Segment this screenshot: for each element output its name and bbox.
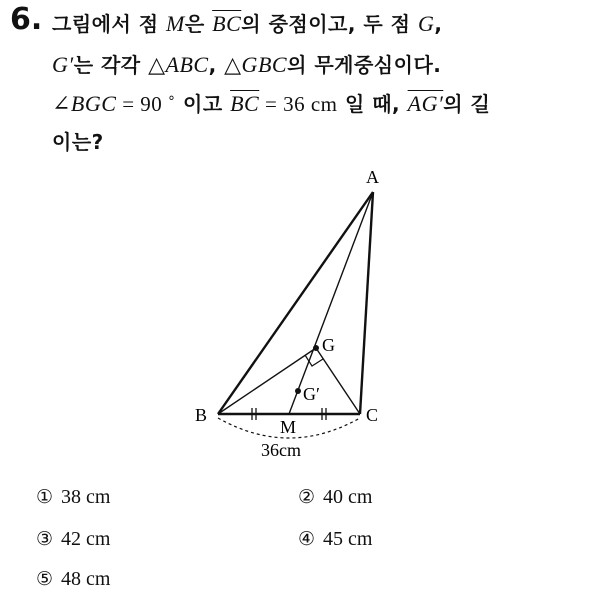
point-m: M (166, 11, 185, 36)
text: 그림에서 점 (52, 12, 167, 36)
choice-2[interactable] (298, 486, 372, 509)
choice-marker: ② (298, 486, 316, 508)
segment-ag-prime: AG′ (407, 91, 444, 116)
label-g-prime: G′ (303, 384, 320, 404)
choice-marker: ④ (298, 528, 316, 550)
segment-bc: $\overline{BC}$ (230, 91, 260, 116)
label-length: 36cm (261, 440, 301, 460)
choice-3[interactable] (36, 528, 110, 551)
choice-4[interactable] (298, 528, 372, 551)
choice-1[interactable] (36, 486, 110, 509)
point-g-prime (295, 388, 301, 394)
label-m: M (280, 417, 297, 437)
choice-text: 38 cm (61, 486, 111, 508)
segment-bc: $\overline{BC}$ (212, 11, 242, 36)
choice-marker: ⑤ (36, 568, 54, 590)
choice-marker: ③ (36, 528, 54, 550)
text: 는 각각 (73, 53, 149, 77)
text: 의 무게중심이다. (287, 53, 442, 77)
choice-marker: ① (36, 486, 54, 508)
question-number: 6. (10, 2, 43, 37)
question-line-4: 이는? (52, 130, 104, 154)
label-g: G (322, 335, 335, 355)
text: , (208, 53, 225, 77)
point-g (313, 345, 319, 351)
point-g: G (417, 11, 435, 36)
choice-text: 42 cm (61, 528, 111, 550)
point-g-prime: G′ (52, 52, 74, 77)
text: 일 때, (337, 92, 408, 116)
side-ab (218, 192, 373, 414)
text: 의 중점이고, 두 점 (241, 12, 418, 36)
text: 은 (184, 12, 213, 36)
length-unit: cm (305, 92, 338, 116)
median-am (289, 192, 373, 414)
label-c: C (366, 405, 379, 425)
text: 의 길 (443, 92, 491, 116)
text: , (434, 12, 443, 36)
choice-5[interactable] (36, 568, 110, 591)
angle-bgc: ∠BGC (52, 91, 117, 116)
segment-gc (316, 348, 360, 414)
choice-text: 48 cm (61, 568, 111, 590)
choice-text: 40 cm (323, 486, 373, 508)
label-a: A (366, 167, 379, 187)
text: 이고 (175, 92, 231, 116)
angle-value: = 90 ˚ (116, 92, 176, 116)
choice-text: 45 cm (323, 528, 373, 550)
length-value: = 36 (259, 92, 306, 116)
triangle-gbc: △GBC (224, 52, 288, 77)
triangle-abc: △ABC (148, 52, 209, 77)
label-b: B (195, 405, 208, 425)
side-ac (360, 192, 373, 414)
